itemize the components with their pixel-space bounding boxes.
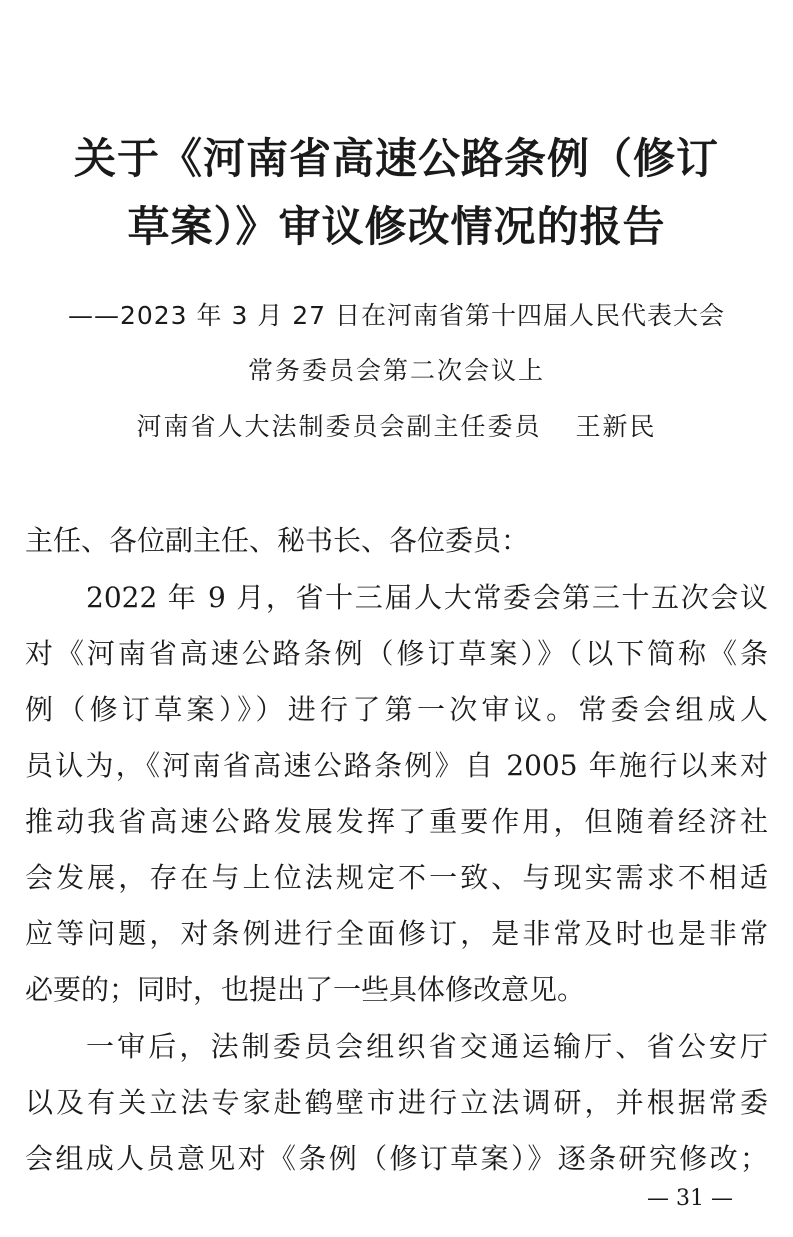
speaker-line [0,414,793,439]
speaker-title: 河南省人大法制委员会副主任委员 [136,412,542,441]
report-title-line-1: 关于《河南省高速公路条例（修订 [73,134,719,183]
meeting-name-line: 常务委员会第二次会议上 [247,356,545,385]
speaker-name: 王新民 [575,412,657,441]
salutation: 主任、各位副主任、秘书长、各位委员： [25,524,530,557]
paragraph-line: 例（修订草案）》）进行了第一次审议。常委会组成人 [25,693,768,726]
paragraph-line: 一审后，法制委员会组织省交通运输厅、省公安厅 [86,1030,768,1063]
paragraph-line: 2022 年 9 月，省十三届人大常委会第三十五次会议 [86,581,768,614]
paragraph-line: 会组成人员意见对《条例（修订草案）》逐条研究修改； [25,1142,768,1175]
paragraph-line: 对《河南省高速公路条例（修订草案）》（以下简称《条 [25,637,768,670]
report-title-line-2: 草案）》审议修改情况的报告 [127,202,666,251]
paragraph-line: 应等问题，对条例进行全面修订，是非常及时也是非常 [25,917,768,950]
meeting-date-line: ——2023 年 3 月 27 日在河南省第十四届人民代表大会 [67,301,726,330]
paragraph-line: 推动我省高速公路发展发挥了重要作用，但随着经济社 [25,805,768,838]
page-number: — 31 — [647,1186,733,1211]
paragraph-line: 以及有关立法专家赴鹤壁市进行立法调研，并根据常委 [25,1086,768,1119]
paragraph-line: 员认为，《河南省高速公路条例》自 2005 年施行以来对 [25,749,768,782]
paragraph-line: 必要的；同时，也提出了一些具体修改意见。 [25,973,586,1006]
paragraph-line: 会发展，存在与上位法规定不一致、与现实需求不相适 [25,861,768,894]
